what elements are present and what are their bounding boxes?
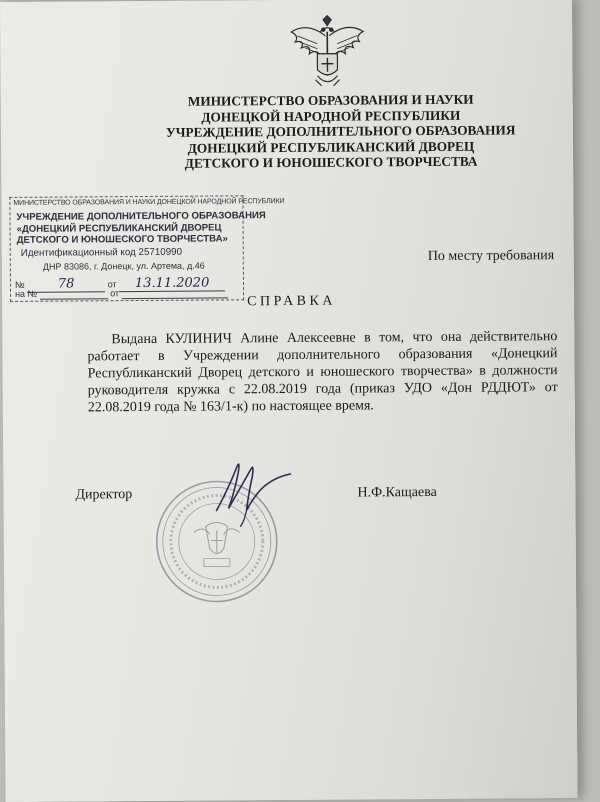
stamp-ref-date-label: от <box>110 288 120 299</box>
stamp-line-creativity: ДЕТСКОГО И ЮНОШЕСКОГО ТВОРЧЕСТВА» <box>16 233 228 246</box>
document-body <box>87 328 558 416</box>
stamp-line-institution: УЧРЕЖДЕНИЕ ДОПОЛНИТЕЛЬНОГО ОБРАЗОВАНИЯ <box>16 210 266 223</box>
stamp-line-ministry: МИНИСТЕРСТВО ОБРАЗОВАНИЯ И НАУКИ ДОНЕЦКОЙ НАРОДНОЙ РЕСПУБЛИКИ <box>13 198 285 207</box>
institution-header <box>165 91 516 172</box>
stamp-line-palace: «ДОНЕЦКИЙ РЕСПУБЛИКАНСКИЙ ДВОРЕЦ <box>16 222 222 235</box>
header-line-republic: ДОНЕЦКОЙ НАРОДНОЙ РЕСПУБЛИКИ <box>201 107 461 125</box>
header-line-ministry: МИНИСТЕРСТВО ОБРАЗОВАНИЯ И НАУКИ <box>187 91 474 109</box>
stamp-number-label: № <box>14 279 25 290</box>
coat-of-arms-icon <box>287 13 368 94</box>
document-title: СПРАВКА <box>247 293 336 310</box>
header-line-institution: УЧРЕЖДЕНИЕ ДОПОЛНИТЕЛЬНОГО ОБРАЗОВАНИЯ <box>165 122 516 140</box>
handwritten-signature-icon <box>198 448 299 529</box>
stamp-date-value: 13.11.2020 <box>134 275 210 292</box>
signatory-name: Н.Ф.Кащаева <box>357 484 437 501</box>
signatory-position: Директор <box>75 487 133 503</box>
header-line-creativity: ДЕТСКОГО И ЮНОШЕСКОГО ТВОРЧЕСТВА <box>184 153 478 171</box>
header-line-palace: ДОНЕЦКИЙ РЕСПУБЛИКАНСКИЙ ДВОРЕЦ <box>187 138 475 156</box>
stamp-reference-row <box>15 287 228 299</box>
stamp-id-code: Идентификационный код 25710990 <box>20 246 183 259</box>
stamp-ref-label: на № <box>15 288 38 299</box>
stamp-date-label: от <box>107 279 117 290</box>
body-paragraph: Выдана КУЛИНИЧ Алине Алексеевне в том, что она действительно работает в Учреждении дополнительного образования «Донецкий Республиканский Дворец детского и юношеского творчества» в должности руководителя кружка с 22.08.2019 года (приказ УДО «Дон РДДЮТ» от 22.08.2019 года № 163/1-к) по настоящее время. <box>87 329 558 416</box>
destination-note: По месту требования <box>427 248 555 265</box>
stamp-number-value: 78 <box>57 276 75 292</box>
corner-stamp <box>9 195 285 302</box>
stamp-address: ДНР 83086, г. Донецк, ул. Артема, д.46 <box>42 260 205 272</box>
